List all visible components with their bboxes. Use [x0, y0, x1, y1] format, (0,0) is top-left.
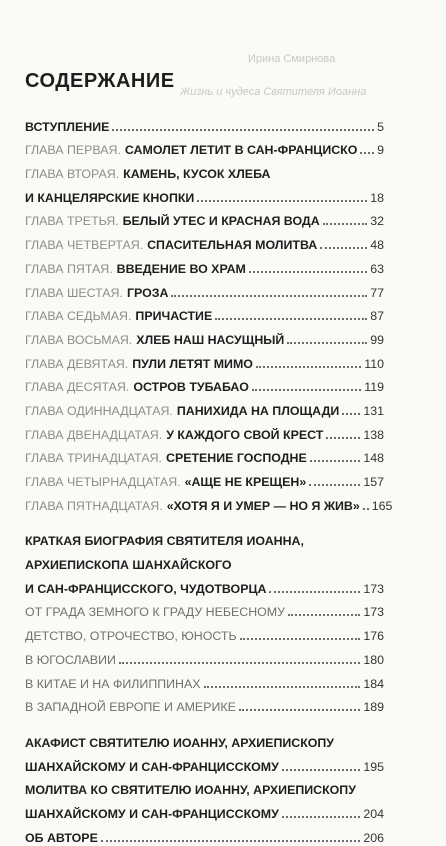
page-number: 138 — [363, 427, 384, 442]
page-number: 48 — [370, 238, 384, 253]
toc-entry — [25, 727, 384, 751]
toc-entry — [25, 822, 384, 846]
chapter-title: АКАФИСТ СВЯТИТЕЛЮ ИОАННУ, АРХИЕПИСКОПУ — [25, 735, 335, 750]
page-number: 63 — [370, 261, 384, 276]
chapter-number: ГЛАВА ПЯТНАДЦАТАЯ. — [25, 498, 163, 513]
toc-entry — [25, 348, 384, 372]
dot-leader — [171, 294, 367, 297]
chapter-title: МОЛИТВА КО СВЯТИТЕЛЮ ИОАННУ, АРХИЕПИСКОПУ — [25, 783, 356, 798]
page-number: 110 — [364, 356, 384, 371]
toc-entry — [25, 182, 384, 206]
page-number: 9 — [377, 143, 384, 158]
page-number: 189 — [363, 700, 384, 715]
toc-entry — [25, 301, 384, 325]
dot-leader — [249, 270, 367, 273]
page-number: 119 — [364, 380, 384, 395]
chapter-title: ПРИЧАСТИЕ — [135, 309, 213, 324]
toc-entry — [25, 158, 384, 182]
chapter-number: ГЛАВА ЧЕТЫРНАДЦАТАЯ. — [25, 475, 181, 489]
toc-entry — [25, 324, 384, 348]
page-number: 99 — [370, 332, 384, 347]
dot-leader — [360, 151, 374, 154]
chapter-number: ГЛАВА ЧЕТВЕРТАЯ. — [25, 238, 144, 253]
page-number: 180 — [363, 652, 384, 667]
dot-leader — [309, 483, 360, 486]
page-number: 131 — [363, 403, 384, 418]
page-number: 157 — [363, 475, 384, 489]
toc-entry — [25, 526, 384, 550]
chapter-number: ГЛАВА ДВЕНАДЦАТАЯ. — [25, 427, 163, 442]
chapter-title: КРАТКАЯ БИОГРАФИЯ СВЯТИТЕЛЯ ИОАННА, — [25, 534, 304, 549]
dot-leader — [119, 661, 360, 664]
toc-entry — [25, 206, 384, 230]
page-number: 206 — [363, 830, 384, 845]
toc-entry — [25, 668, 384, 692]
dot-leader — [323, 222, 368, 225]
dot-leader — [215, 317, 367, 320]
toc-entry — [25, 277, 384, 301]
chapter-title: БЕЛЫЙ УТЕС И КРАСНАЯ ВОДА — [122, 214, 320, 229]
page-number: 77 — [370, 285, 384, 300]
toc-entry — [25, 798, 384, 822]
toc-entry — [25, 395, 384, 419]
page-number: 165 — [371, 498, 393, 513]
page-number: 173 — [363, 605, 384, 620]
chapter-title: АРХИЕПИСКОПА ШАНХАЙСКОГО — [25, 558, 232, 573]
dot-leader — [342, 412, 360, 415]
dot-leader — [256, 365, 361, 368]
chapter-title: ВВЕДЕНИЕ ВО ХРАМ — [116, 261, 246, 276]
chapter-title: ОБ АВТОРЕ — [25, 830, 98, 845]
page-number: 148 — [363, 451, 384, 466]
dot-leader — [320, 246, 367, 249]
chapter-title: В ЗАПАДНОЙ ЕВРОПЕ И АМЕРИКЕ — [25, 700, 236, 715]
bleed-through-text: Жизнь и чудеса Святителя Иоанна — [180, 86, 367, 98]
chapter-title: ДЕТСТВО, ОТРОЧЕСТВО, ЮНОСТЬ — [25, 629, 237, 644]
page-number: 18 — [370, 190, 384, 205]
dot-leader — [363, 507, 369, 510]
toc-entry — [25, 549, 384, 573]
toc-entry — [25, 419, 384, 443]
toc-entry — [25, 644, 384, 668]
chapter-title: И КАНЦЕЛЯРСКИЕ КНОПКИ — [25, 190, 195, 205]
chapter-title: КАМЕНЬ, КУСОК ХЛЕБА — [123, 167, 271, 182]
page-number: 87 — [370, 309, 384, 324]
chapter-title: «ХОТЯ Я И УМЕР — НО Я ЖИВ» — [166, 498, 360, 513]
dot-leader — [252, 388, 361, 391]
chapter-title: ВСТУПЛЕНИЕ — [25, 119, 110, 134]
dot-leader — [112, 128, 374, 131]
chapter-title: СРЕТЕНИЕ ГОСПОДНЕ — [166, 451, 307, 466]
chapter-number: ГЛАВА ДЕВЯТАЯ. — [25, 356, 129, 371]
toc-entry — [25, 573, 384, 597]
page-number: 173 — [363, 581, 384, 596]
chapter-title: И САН-ФРАНЦИССКОГО, ЧУДОТВОРЦА — [25, 581, 267, 596]
toc-entry — [25, 111, 384, 135]
chapter-title: У КАЖДОГО СВОЙ КРЕСТ — [166, 427, 324, 442]
chapter-number: ГЛАВА СЕДЬМАЯ. — [25, 309, 132, 324]
toc-entry — [25, 466, 384, 490]
dot-leader — [204, 685, 361, 688]
toc-entry — [25, 490, 393, 514]
chapter-number: ГЛАВА ОДИННАДЦАТАЯ. — [25, 403, 173, 418]
toc-entry — [25, 751, 384, 775]
dot-leader — [326, 436, 360, 439]
dot-leader — [282, 815, 360, 818]
chapter-number: ГЛАВА ТРИНАДЦАТАЯ. — [25, 451, 162, 466]
toc-entry — [25, 443, 384, 467]
dot-leader — [287, 341, 367, 344]
chapter-number: ГЛАВА ШЕСТАЯ. — [25, 285, 123, 300]
chapter-title: ПУЛИ ЛЕТЯТ МИМО — [132, 356, 253, 371]
chapter-title: «АЩЕ НЕ КРЕЩЕН» — [184, 475, 307, 489]
table-of-contents — [25, 111, 393, 846]
toc-entry — [25, 372, 384, 396]
chapter-number: ГЛАВА ПЯТАЯ. — [25, 261, 113, 276]
chapter-title: СПАСИТЕЛЬНАЯ МОЛИТВА — [147, 238, 318, 253]
section-gap — [25, 715, 384, 727]
dot-leader — [282, 768, 360, 771]
page-number: 5 — [377, 119, 384, 134]
page-number: 204 — [363, 806, 384, 821]
chapter-title: ГРОЗА — [126, 285, 169, 300]
dot-leader — [240, 637, 361, 640]
chapter-title: В КИТАЕ И НА ФИЛИППИНАХ — [25, 676, 201, 691]
dot-leader — [269, 590, 360, 593]
section-gap — [25, 514, 384, 526]
bleed-through-text: Ирина Смирнова — [248, 53, 336, 65]
dot-leader — [197, 199, 367, 202]
chapter-number: ГЛАВА ВОСЬМАЯ. — [25, 332, 133, 347]
dot-leader — [101, 839, 360, 842]
toc-entry — [25, 692, 384, 716]
page-number: 32 — [370, 214, 384, 229]
chapter-title: ПАНИХИДА НА ПЛОЩАДИ — [176, 403, 340, 418]
chapter-title: САМОЛЕТ ЛЕТИТ В САН-ФРАНЦИСКО — [124, 143, 358, 158]
chapter-title: ОСТРОВ ТУБАБАО — [133, 380, 249, 395]
toc-entry — [25, 775, 384, 799]
toc-entry — [25, 620, 384, 644]
toc-entry — [25, 229, 384, 253]
chapter-title: ХЛЕБ НАШ НАСУЩНЫЙ — [136, 332, 285, 347]
page-number: 184 — [363, 676, 384, 691]
chapter-number: ГЛАВА ТРЕТЬЯ. — [25, 214, 119, 229]
page-number: 176 — [363, 629, 384, 644]
toc-entry — [25, 253, 384, 277]
page-title: СОДЕРЖАНИЕ — [25, 70, 175, 92]
dot-leader — [288, 613, 360, 616]
chapter-number: ГЛАВА ПЕРВАЯ. — [25, 143, 121, 158]
dot-leader — [239, 708, 360, 711]
chapter-number: ГЛАВА ДЕСЯТАЯ. — [25, 380, 130, 395]
dot-leader — [310, 459, 361, 462]
chapter-title: ШАНХАЙСКОМУ И САН-ФРАНЦИССКОМУ — [25, 759, 279, 774]
chapter-title: В ЮГОСЛАВИИ — [25, 652, 116, 667]
toc-entry — [25, 597, 384, 621]
chapter-title: ОТ ГРАДА ЗЕМНОГО К ГРАДУ НЕБЕСНОМУ — [25, 605, 285, 620]
chapter-number: ГЛАВА ВТОРАЯ. — [25, 167, 120, 182]
page-number: 195 — [363, 759, 384, 774]
toc-entry — [25, 135, 384, 159]
chapter-title: ШАНХАЙСКОМУ И САН-ФРАНЦИССКОМУ — [25, 806, 279, 821]
